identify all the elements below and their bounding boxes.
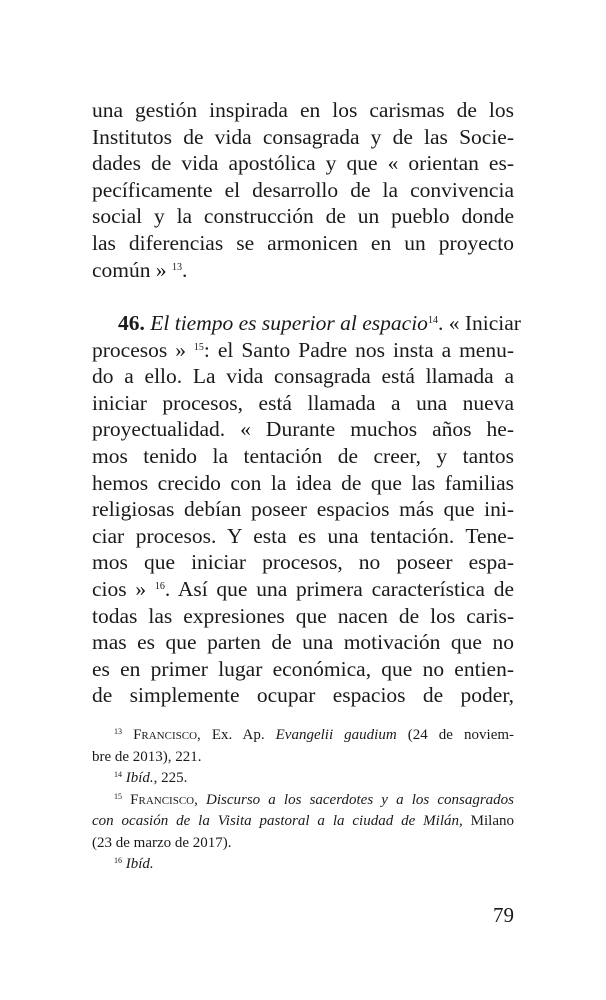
text-line: es en primer lugar económica, que no entien- [92,656,514,681]
footnote-number: 16 [114,856,122,865]
footnote-number: 15 [114,791,122,801]
text-fragment: . [182,257,188,282]
footnote-13 [92,725,514,747]
text-fragment: , 225. [153,770,188,786]
footnote-15-cont: (23 de marzo de 2017). [92,834,232,851]
text-line: ciar procesos. Y esta es una tentación. Tene- [92,523,514,548]
text-fragment: cios » [92,576,147,601]
footnotes [92,725,514,876]
text-line: todas las expresiones que nacen de los caris- [92,603,514,628]
text-line: las diferencias se armonicen en un proyecto [92,230,514,255]
text-fragment: (24 de noviem- [396,727,515,743]
section-heading: El tiempo es superior al espacio [150,311,428,335]
footnote-ref-16: 16 [154,580,165,592]
text-line: do a ello. La vida consagrada está llamada a [92,364,514,389]
paragraph-number: 46. [118,311,145,335]
paragraph-continuation [92,97,514,283]
footnote-number: 14 [114,770,122,779]
footnote-15 [92,790,514,812]
footnote-ref-13: 13 [172,261,183,273]
text-line: mas es que parten de una motivación que no [92,630,514,655]
text-fragment: : el Santo Padre nos insta a menu- [203,337,515,362]
footnote-author: Francisco [130,791,195,808]
text-line [92,337,514,364]
text-line: dades de vida apostólica y que « orientan es- [92,151,514,176]
text-fragment: procesos » [92,337,186,362]
footnote-14 [92,768,514,790]
paragraph-46 [92,310,521,709]
text-line: proyectualidad. « Durante muchos años he- [92,417,514,442]
footnote-title: con ocasión de la Visita pastoral a la ciudad de Milán [92,813,460,829]
footnote-ibid: Ibíd. [125,770,154,786]
text-fragment: , Milano [459,813,514,829]
text-line: una gestión inspirada en los carismas de los [92,98,514,122]
text-line: pecíficamente el desarrollo de la convivencia [92,177,514,202]
text-line: de simplemente ocupar espacios de poder, [92,683,514,708]
text-line: hemos crecido con la idea de que las familias [92,470,514,495]
text-line [92,576,514,603]
text-fragment: , Ex. Ap. [197,727,276,743]
footnote-ibid: Ibíd. [125,856,154,872]
text-fragment: . Así que una primera característica de [164,576,515,601]
page-number: 79 [493,903,514,927]
text-line: mos que iniciar procesos, no poseer espa- [92,550,514,575]
footnote-13-cont: bre de 2013), 221. [92,748,202,765]
text-line: iniciar procesos, está llamada a una nueva [92,390,514,415]
text-line [92,310,521,337]
footnote-16 [92,854,514,876]
footnote-15-cont [92,811,514,833]
text-line [92,257,514,284]
footnote-author: Francisco [133,727,198,743]
text-line: Institutos de vida consagrada y de las Socie- [92,124,514,149]
footnote-ref-15: 15 [193,341,204,353]
text-line: religiosas debían poseer espacios más que ini- [92,497,514,522]
footnote-title: Evangelii gaudium [275,727,397,743]
footnote-title: Discurso a los sacerdotes y a los consagrados [206,791,515,808]
text-fragment: común » [92,257,167,282]
text-line: mos tenido la tentación de creer, y tantos [92,443,514,468]
footnote-number: 13 [114,727,122,736]
text-fragment: . « Iniciar [437,311,521,335]
text-fragment: , [194,791,206,808]
text-line: social y la construcción de un pueblo donde [92,204,514,229]
footnote-ref-14: 14 [427,315,438,326]
